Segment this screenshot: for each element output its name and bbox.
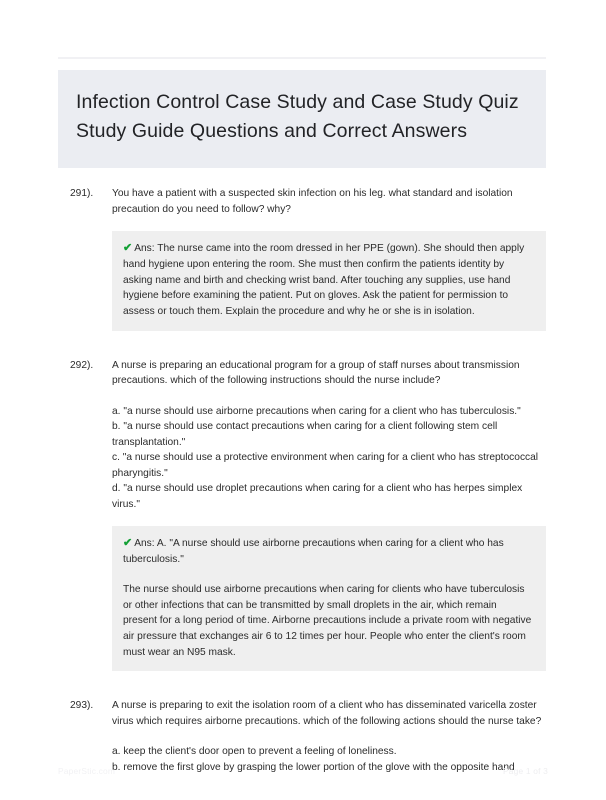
page-footer [0, 758, 606, 800]
check-icon: ✔ [123, 242, 133, 254]
option-b-293: b. remove the first glove by grasping the lower portion of the glove with the opposite hand [112, 761, 515, 773]
footer-watermark: PaperStic.com [58, 766, 116, 776]
question-number-293: 293). [70, 700, 94, 712]
spacer [0, 331, 606, 358]
answer-box-292 [112, 526, 546, 671]
option-d-292: d. "a nurse should use droplet precautions when caring for a client who has herpes simplex virus." [112, 483, 523, 510]
answer-explanation-292: The nurse should use airborne precautions when caring for clients who have tuberculosis or other infections that can be transmitted by small droplets in the air, which remain present for a long period of time. Airborne precautions include a private room with negative air pressure that exchanges air 6 to 12 times per hour. People who enter the client's room must wear an N95 mask. [123, 583, 532, 658]
question-text-291: You have a patient with a suspected skin infection on his leg. what standard and isolation precaution do you need to follow? why? [112, 188, 513, 215]
question-body-291 [112, 186, 546, 217]
question-text-293: A nurse is preparing to exit the isolation room of a client who has disseminated varicella zoster virus which requires airborne precautions. which of the following actions should the nurse take? [112, 700, 542, 727]
question-block-291 [0, 186, 606, 331]
answer-line-291 [123, 240, 533, 320]
question-text-292: A nurse is preparing an educational program for a group of staff nurses about transmission precautions. which of the following instructions should the nurse include? [112, 359, 520, 387]
options-list-292 [112, 404, 546, 513]
questions-container [0, 186, 606, 775]
option-b-292: b. "a nurse should use contact precautions when caring for a client following stem cell transplantation." [112, 421, 498, 448]
answer-line-292 [123, 535, 533, 568]
option-c-292: c. "a nurse should use a protective environment when caring for a client who has streptococcal pharyngitis." [112, 452, 539, 479]
question-body-292 [112, 358, 546, 513]
question-number-292: 292). [70, 359, 94, 371]
document-title-band [58, 70, 546, 168]
answer-box-291 [112, 231, 546, 331]
page-title: Infection Control Case Study and Case Study Quiz Study Guide Questions and Correct Answers [76, 91, 519, 142]
header-divider [58, 57, 546, 59]
check-icon: ✔ [123, 537, 133, 550]
option-a-292: a. "a nurse should use airborne precautions when caring for a client who has tuberculosis." [112, 405, 521, 417]
answer-text-292: Ans: A. "A nurse should use airborne precautions when caring for a client who has tuberculosis." [123, 538, 504, 566]
spacer [0, 671, 606, 698]
option-a-293: a. keep the client's door open to prevent a feeling of loneliness. [112, 746, 397, 758]
question-number-291: 291). [70, 188, 94, 199]
footer-page-number: Page 1 of 3 [502, 766, 548, 776]
answer-text-291: Ans: The nurse came into the room dressed in her PPE (gown). She should then apply hand hygiene upon entering the room. She must then confirm the patients identity by asking name and birth and checking wrist band. After touching any supplies, use hand hygiene before examining the patient. Put on gloves. Ask the patient for permission to assess or touch them. Explain the procedure and why he or she is in isolation. [123, 243, 525, 318]
question-block-292 [0, 358, 606, 672]
